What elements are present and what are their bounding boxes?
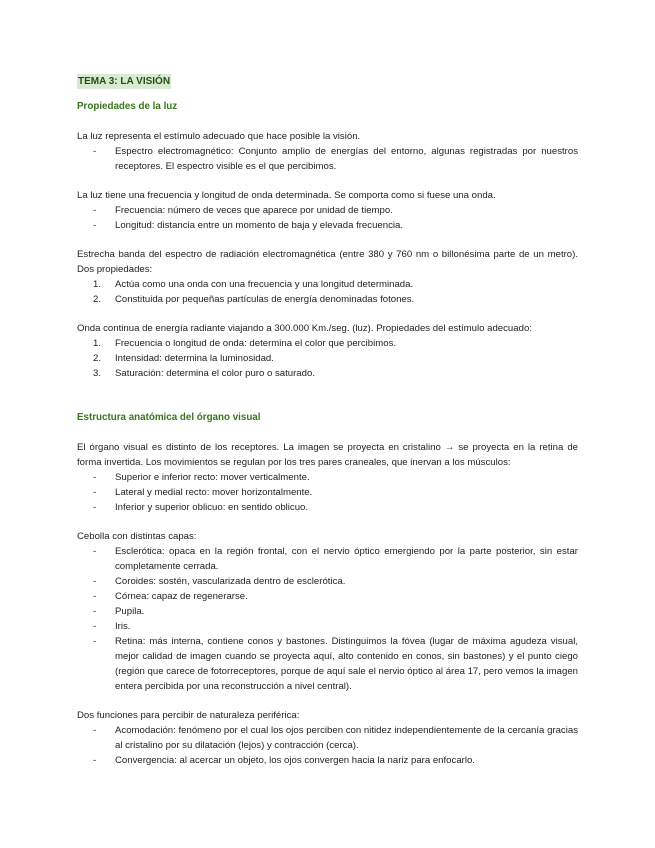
section-heading-anatomy: Estructura anatómica del órgano visual: [77, 412, 261, 423]
dash-marker: -: [93, 472, 97, 483]
list-item-text: Intensidad: determina la luminosidad.: [115, 353, 274, 364]
list-item: [77, 723, 578, 753]
paragraph: La luz tiene una frecuencia y longitud de onda determinada. Se comporta como si fuese una onda.: [77, 190, 496, 201]
list-item-text: Saturación: determina el color puro o saturado.: [115, 368, 315, 379]
number-marker: 1.: [93, 338, 102, 349]
section-heading-light-properties: Propiedades de la luz: [77, 101, 178, 112]
dash-marker: -: [93, 636, 97, 647]
number-marker: 2.: [93, 353, 102, 364]
dash-marker: -: [93, 502, 97, 513]
list-item-text: Córnea: capaz de regenerarse.: [115, 591, 248, 602]
bullet-list: [77, 144, 578, 174]
list-item-text: Constituida por pequeñas partículas de energía denominadas fotones.: [115, 294, 415, 305]
bullet-list: [77, 470, 578, 515]
bullet-list: [77, 723, 578, 768]
list-item-text: Lateral y medial recto: mover horizontalmente.: [115, 487, 313, 498]
list-item: [77, 589, 578, 604]
list-item-text: Esclerótica: opaca en la región frontal, con el nervio óptico emergiendo por la parte posterior, sin estar completamente cerrada.: [115, 546, 578, 572]
dash-marker: -: [93, 205, 97, 216]
dash-marker: -: [93, 546, 97, 557]
paragraph: Cebolla con distintas capas:: [77, 531, 197, 542]
paragraph: Dos funciones para percibir de naturaleza periférica:: [77, 710, 300, 721]
list-item: [77, 336, 578, 351]
dash-marker: -: [93, 725, 97, 736]
list-item: [77, 292, 578, 307]
document-title: TEMA 3: LA VISIÓN: [78, 76, 171, 87]
list-item-text: Longitud: distancia entre un momento de baja y elevada frecuencia.: [115, 220, 403, 231]
list-item-text: Coroides: sostén, vascularizada dentro de esclerótica.: [115, 576, 346, 587]
list-item: [77, 351, 578, 366]
document-content: [77, 74, 578, 768]
list-item-text: Iris.: [115, 621, 131, 632]
dash-marker: -: [93, 591, 97, 602]
paragraph: El órgano visual es distinto de los receptores. La imagen se proyecta en cristalino → se proyecta en la retina de forma invertida. Los movimientos se regulan por los tres pares craneales, que inervan a los músculos:: [77, 442, 578, 468]
list-item: [77, 604, 578, 619]
dash-marker: -: [93, 576, 97, 587]
list-item-text: Convergencia: al acercar un objeto, los ojos convergen hacia la nariz para enfocarlo.: [115, 755, 475, 766]
paragraph: La luz representa el estímulo adecuado que hace posible la visión.: [77, 131, 361, 142]
list-item: [77, 753, 578, 768]
list-item: [77, 218, 578, 233]
dash-marker: -: [93, 621, 97, 632]
bullet-list: [77, 203, 578, 233]
list-item: [77, 544, 578, 574]
dash-marker: -: [93, 220, 97, 231]
list-item-text: Superior e inferior recto: mover verticalmente.: [115, 472, 310, 483]
number-marker: 2.: [93, 294, 102, 305]
list-item: [77, 634, 578, 694]
list-item-text: Frecuencia o longitud de onda: determina el color que percibimos.: [115, 338, 397, 349]
list-item-text: Espectro electromagnético: Conjunto amplio de energías del entorno, algunas registradas por nuestros receptores. El espectro visible es el que percibimos.: [115, 146, 578, 172]
dash-marker: -: [93, 606, 97, 617]
list-item: [77, 485, 578, 500]
list-item: [77, 470, 578, 485]
list-item: [77, 619, 578, 634]
list-item: [77, 366, 578, 381]
list-item-text: Pupila.: [115, 606, 145, 617]
number-marker: 1.: [93, 279, 102, 290]
paragraph: Estrecha banda del espectro de radiación electromagnética (entre 380 y 760 nm o billonésima parte de un metro). Dos propiedades:: [77, 249, 578, 275]
dash-marker: -: [93, 146, 97, 157]
bullet-list: [77, 544, 578, 694]
list-item: [77, 574, 578, 589]
list-item: [77, 500, 578, 515]
dash-marker: -: [93, 487, 97, 498]
list-item-text: Frecuencia: número de veces que aparece por unidad de tiempo.: [115, 205, 393, 216]
list-item: [77, 277, 578, 292]
numbered-list: [77, 336, 578, 381]
dash-marker: -: [93, 755, 97, 766]
numbered-list: [77, 277, 578, 307]
list-item-text: Acomodación: fenómeno por el cual los ojos perciben con nitidez independientemente de la cercanía gracias al cristalino por su dilatación (lejos) y contracción (cerca).: [115, 725, 578, 751]
list-item-text: Inferior y superior oblicuo: en sentido oblicuo.: [115, 502, 309, 513]
list-item: [77, 203, 578, 218]
paragraph: Onda continua de energía radiante viajando a 300.000 Km./seg. (luz). Propiedades del estímulo adecuado:: [77, 323, 532, 334]
list-item-text: Actúa como una onda con una frecuencia y una longitud determinada.: [115, 279, 414, 290]
list-item: [77, 144, 578, 174]
list-item-text: Retina: más interna, contiene conos y bastones. Distinguimos la fóvea (lugar de máxima agudeza visual, mejor calidad de imagen cuando se proyecta aquí, alto contenido en conos, sin bastones) y el punto ciego (región que carece de fotorreceptores, porque de aquí sale el nervio óptico al área 17, pero vemos la imagen entera percibida por una reconstrucción a nivel central).: [115, 636, 578, 692]
number-marker: 3.: [93, 368, 102, 379]
